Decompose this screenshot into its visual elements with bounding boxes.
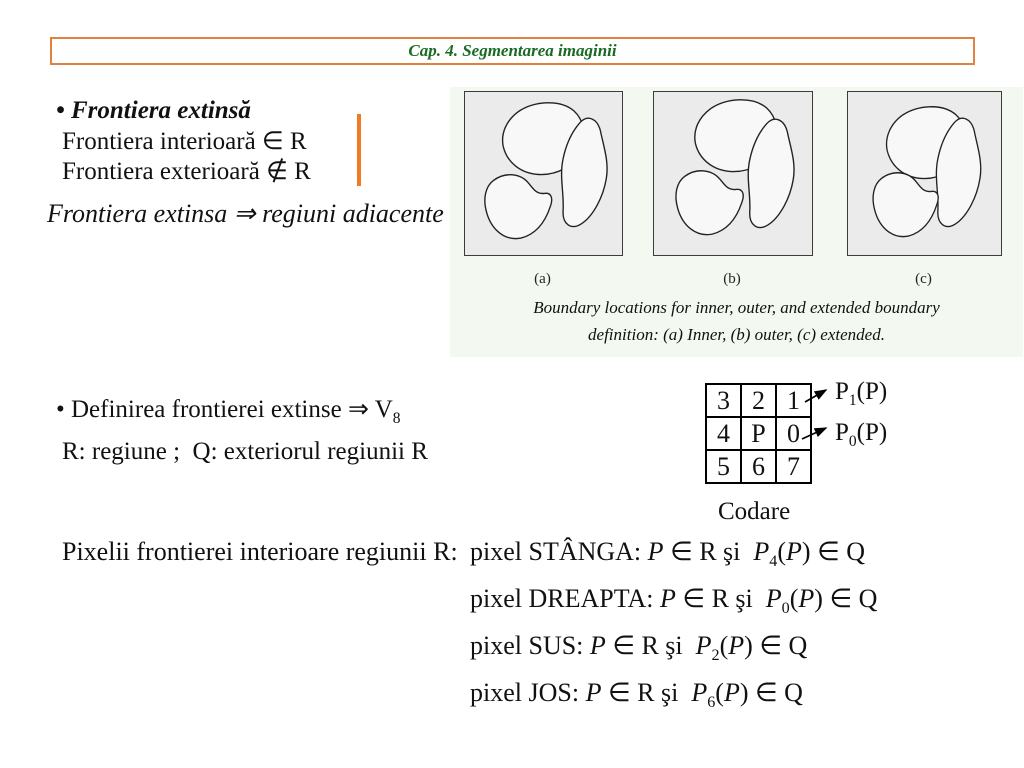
panel-label-c: (c) <box>915 271 932 287</box>
pixel-rule-dreapta: pixel DREAPTA: P ∈ R şi $P_0(P)$ ∈ Q <box>470 584 878 618</box>
line-frontiera-interioara: Frontiera interioară ∈ R <box>62 128 307 155</box>
label-p1: $P_1(P)$ <box>835 378 888 409</box>
boundary-figure <box>450 87 1023 357</box>
line-r-q-definition: R: regiune ; Q: exteriorul regiunii R <box>62 438 428 465</box>
figure-caption-line2: definition: (a) Inner, (b) outer, (c) extended. <box>588 325 885 344</box>
pixel-rule-jos: pixel JOS: P ∈ R şi $P_6(P)$ ∈ Q <box>470 678 803 712</box>
chain-code-table <box>705 383 812 484</box>
codare-caption: Codare <box>718 498 791 525</box>
panel-label-b: (b) <box>723 271 741 287</box>
boundary-diagram-c <box>847 91 1002 256</box>
code-cell: 5 <box>706 450 741 483</box>
bullet-definirea: • Definirea frontierei extinse ⇒ $V_8$ <box>56 396 401 427</box>
code-cell: 1 <box>776 384 811 417</box>
boundary-diagram-b <box>653 91 813 256</box>
blob-drawing-b <box>654 92 812 255</box>
line-frontiera-exterioara: Frontiera exterioară ∉ R <box>62 158 311 185</box>
code-cell: P <box>741 417 776 450</box>
line-implication: Frontiera extinsa ⇒ regiuni adiacente <box>47 199 444 228</box>
code-cell: 2 <box>741 384 776 417</box>
orange-accent-bar <box>357 114 361 186</box>
boundary-diagram-a <box>464 91 623 256</box>
slide-title: Cap. 4. Segmentarea imaginii <box>408 41 617 60</box>
code-cell: 6 <box>741 450 776 483</box>
blob-drawing-c <box>848 92 1001 255</box>
blob-drawing-a <box>465 92 622 255</box>
label-p0: $P_0(P)$ <box>835 419 888 450</box>
code-cell: 7 <box>776 450 811 483</box>
code-cell: 0 <box>776 417 811 450</box>
pixel-rule-stanga: pixel STÂNGA: P ∈ R şi $P_4(P)$ ∈ Q <box>470 537 866 571</box>
callout-arrows-icon <box>799 380 835 442</box>
figure-caption-line1: Boundary locations for inner, outer, and extended boundary <box>533 298 940 317</box>
v8-subscript: 8 <box>392 410 401 427</box>
code-cell: 4 <box>706 417 741 450</box>
pixel-rule-sus: pixel SUS: P ∈ R şi $P_2(P)$ ∈ Q <box>470 631 808 665</box>
pixels-heading: Pixelii frontierei interioare regiunii R: <box>62 537 458 566</box>
panel-label-a: (a) <box>534 271 551 287</box>
slide-title-box <box>50 37 975 65</box>
bullet-frontiera-extinsa: • Frontiera extinsă <box>56 97 251 124</box>
code-cell: 3 <box>706 384 741 417</box>
